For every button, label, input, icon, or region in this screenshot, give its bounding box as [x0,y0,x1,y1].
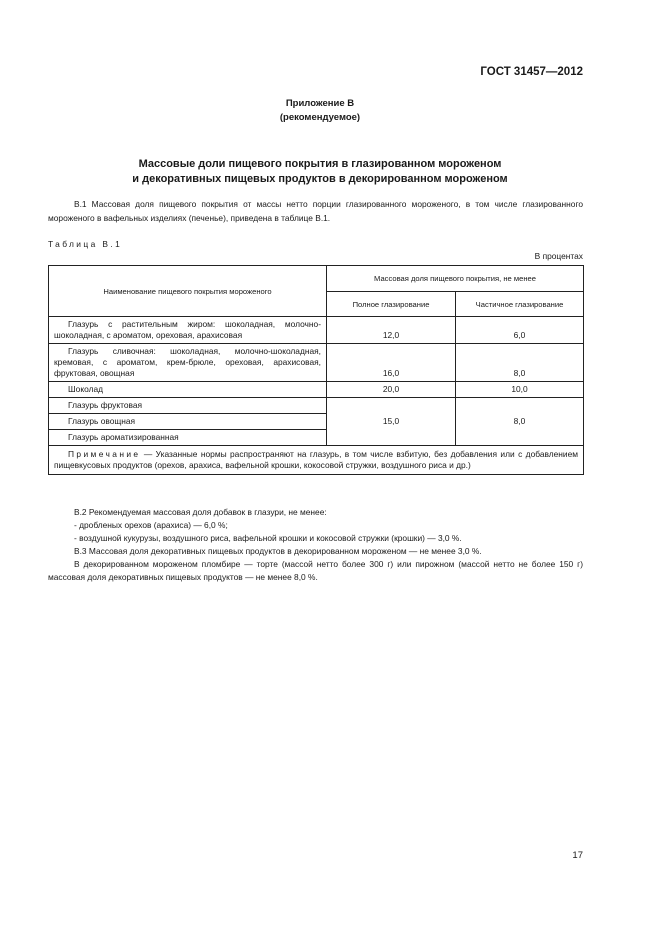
section-title [0,157,640,187]
clause-b2-item-1: - дробленых орехов (арахиса) — 6,0 %; [74,520,228,530]
row-2-partial: 8,0 [456,344,584,382]
row-1-name: Глазурь с растительным жиром: шоколадная, молочно-шоколадная, с ароматом, ореховая, арахисовая [49,317,327,344]
document-code: ГОСТ 31457—2012 [480,66,583,78]
section-title-line-1: Массовые доли пищевого покрытия в глазированном мороженом [138,158,502,170]
coating-table [48,265,584,475]
row-6-name: Глазурь ароматизированная [49,430,327,446]
clause-b3-extra [48,558,583,584]
row-1-partial: 6,0 [456,317,584,344]
appendix-status: (рекомендуемое) [279,112,361,123]
appendix-title: Приложение В [285,98,355,109]
table-note-row [49,446,584,475]
header-mass-fraction: Массовая доля пищевого покрытия, не менее [327,266,584,292]
table-label: Таблица В.1 [48,239,123,249]
row-3-name: Шоколад [49,382,327,398]
row-2-name: Глазурь сливочная: шоколадная, молочно-шоколадная, кремовая, с ароматом, крем-брюле, ореховая, арахисовая, фруктовая, овощная [49,344,327,382]
table-row [49,398,584,414]
row-5-name: Глазурь овощная [49,414,327,430]
paragraph-b1 [48,198,583,225]
header-partial-glazing: Частичное глазирование [456,292,584,317]
clause-b3-extra-text: В декорированном мороженом пломбире — торте (массой нетто более 300 г) или пирожном (массой нетто не более 150 г) массовая доля декоративных пищевых продуктов — не менее 8,0 %. [48,559,583,582]
appendix-clauses [48,506,583,584]
row-3-full: 20,0 [327,382,456,398]
group-full: 15,0 [327,398,456,446]
table-units: В процентах [534,251,583,261]
table-row [49,344,584,382]
row-4-name: Глазурь фруктовая [49,398,327,414]
row-2-full: 16,0 [327,344,456,382]
table-row [49,317,584,344]
group-partial: 8,0 [456,398,584,446]
clause-b3: В.3 Массовая доля декоративных пищевых продуктов в декорированном мороженом — не менее 3,0 %. [74,546,482,556]
page-number: 17 [572,850,583,861]
note-text: — Указанные нормы распространяют на глазурь, в том числе взбитую, без добавления или с добавлением пищевкусовых продуктов (орехов, арахиса, вафельной крошки, кокосовой стружки, воздушного риса и др.) [54,449,579,470]
row-1-full: 12,0 [327,317,456,344]
header-coating-name: Наименование пищевого покрытия мороженого [49,266,327,317]
appendix-heading [0,97,640,125]
note-key: Примечание [68,449,141,459]
table-note [49,446,584,475]
clause-b2: В.2 Рекомендуемая массовая доля добавок в глазури, не менее: [74,507,327,517]
header-full-glazing: Полное глазирование [327,292,456,317]
row-3-partial: 10,0 [456,382,584,398]
section-title-line-2: и декоративных пищевых продуктов в декорированном мороженом [132,173,508,185]
paragraph-b1-text: В.1 Массовая доля пищевого покрытия от массы нетто порции глазированного мороженого, в том числе глазированного мороженого в вафельных изделиях (печенье), приведена в таблице В.1. [48,199,583,223]
clause-b2-item-2: - воздушной кукурузы, воздушного риса, вафельной крошки и кокосовой стружки (крошки) — 3,0 %. [74,533,462,543]
table-row [49,382,584,398]
